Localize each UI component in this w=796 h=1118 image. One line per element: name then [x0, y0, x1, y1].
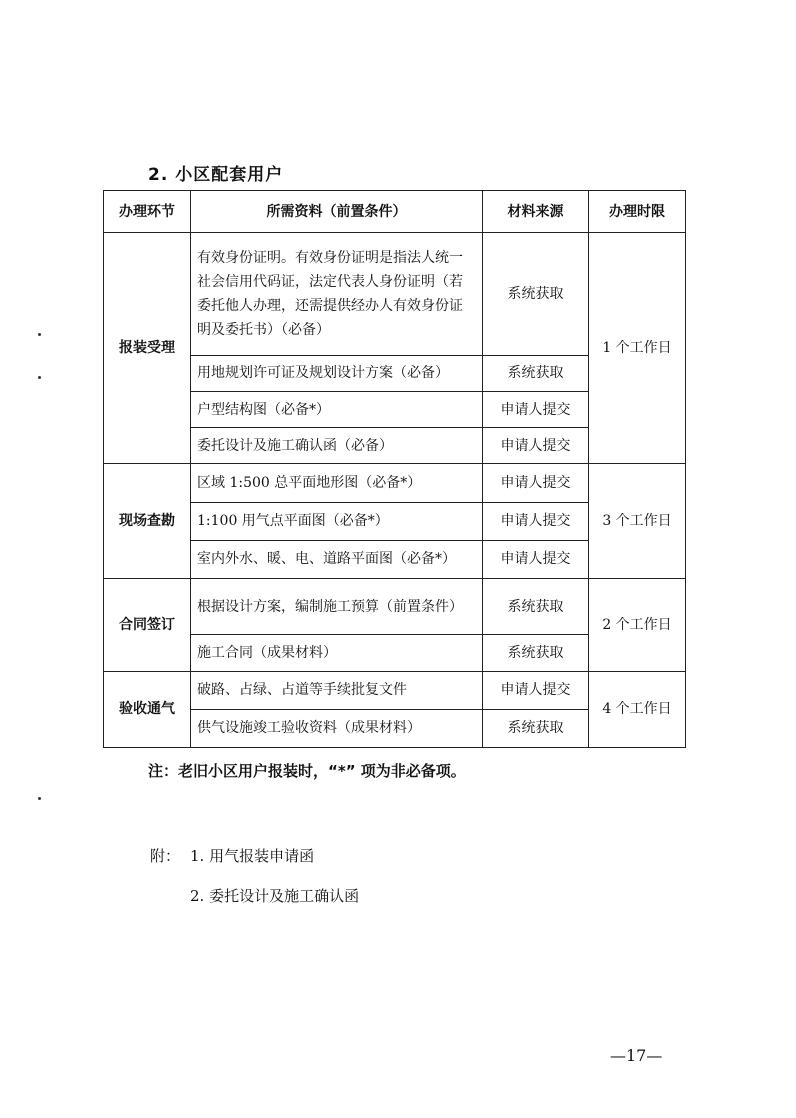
table-header-row [104, 191, 686, 233]
table-row [104, 578, 686, 634]
time-limit-cell: 2 个工作日 [589, 578, 686, 671]
document-cell: 1:100 用气点平面图（必备*） [191, 502, 483, 540]
document-cell: 根据设计方案，编制施工预算（前置条件） [191, 578, 483, 634]
stage-name: 验收通气 [104, 671, 191, 748]
source-cell: 系统获取 [483, 578, 589, 634]
attachments-label: 附： [150, 847, 181, 865]
source-cell: 申请人提交 [483, 464, 589, 502]
stage-name: 合同签订 [104, 578, 191, 671]
scan-speck [38, 376, 41, 379]
document-cell: 施工合同（成果材料） [191, 635, 483, 671]
source-cell: 申请人提交 [483, 502, 589, 540]
scan-speck [38, 333, 41, 336]
document-cell: 室内外水、暖、电、道路平面图（必备*） [191, 540, 483, 578]
stage-name: 报装受理 [104, 233, 191, 464]
header-stage: 办理环节 [104, 191, 191, 233]
time-limit-cell: 1 个工作日 [589, 233, 686, 464]
document-cell: 区域 1:500 总平面地形图（必备*） [191, 464, 483, 502]
document-cell: 户型结构图（必备*） [191, 391, 483, 427]
footnote: 注：老旧小区用户报装时，“*” 项为非必备项。 [148, 762, 466, 780]
time-limit-cell: 3 个工作日 [589, 464, 686, 579]
stage-name: 现场查勘 [104, 464, 191, 579]
section-title: 2. 小区配套用户 [148, 165, 284, 185]
attachment-item: 1. 用气报装申请函 [190, 847, 315, 865]
source-cell: 申请人提交 [483, 671, 589, 709]
document-cell: 有效身份证明。有效身份证明是指法人统一社会信用代码证，法定代表人身份证明（若委托他人办理，还需提供经办人有效身份证明及委托书）（必备） [191, 233, 483, 356]
header-source: 材料来源 [483, 191, 589, 233]
header-time: 办理时限 [589, 191, 686, 233]
page-number: —17— [610, 1046, 663, 1065]
source-cell: 系统获取 [483, 709, 589, 747]
document-cell: 破路、占绿、占道等手续批复文件 [191, 671, 483, 709]
table-row [104, 671, 686, 709]
header-documents: 所需资料（前置条件） [191, 191, 483, 233]
document-cell: 供气设施竣工验收资料（成果材料） [191, 709, 483, 747]
requirements-table [103, 190, 686, 748]
table-row [104, 464, 686, 502]
source-cell: 申请人提交 [483, 391, 589, 427]
source-cell: 系统获取 [483, 233, 589, 356]
source-cell: 申请人提交 [483, 428, 589, 464]
document-cell: 委托设计及施工确认函（必备） [191, 428, 483, 464]
scan-speck [38, 797, 41, 800]
document-cell: 用地规划许可证及规划设计方案（必备） [191, 355, 483, 391]
attachment-item: 2. 委托设计及施工确认函 [190, 887, 360, 905]
source-cell: 系统获取 [483, 635, 589, 671]
table-row [104, 233, 686, 356]
source-cell: 申请人提交 [483, 540, 589, 578]
time-limit-cell: 4 个工作日 [589, 671, 686, 748]
source-cell: 系统获取 [483, 355, 589, 391]
